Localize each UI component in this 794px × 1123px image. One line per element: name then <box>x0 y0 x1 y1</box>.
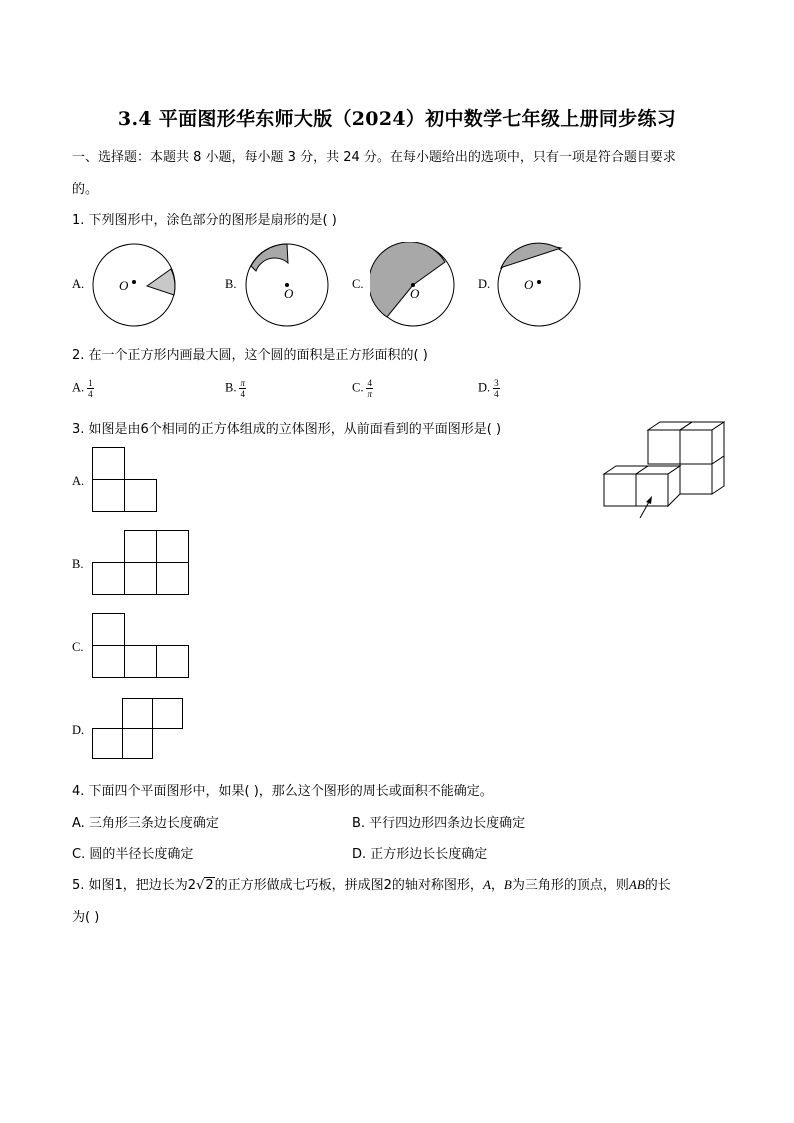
q1-option-c-figure[interactable] <box>370 242 458 330</box>
q5-stem <box>72 874 671 893</box>
q4-option-c[interactable]: C. 圆的半径长度确定 <box>72 847 194 862</box>
section-heading: 一、选择题：本题共 8 小题，每小题 3 分，共 24 分。在每小题给出的选项中，只有一项是符合题目要求 <box>72 150 676 165</box>
q1-option-d-label[interactable]: D. <box>478 277 491 291</box>
q3-option-a-figure[interactable] <box>91 446 161 516</box>
q1-option-d-figure[interactable] <box>496 242 584 330</box>
center-label: O <box>524 277 534 292</box>
q4-option-b[interactable]: B. 平行四边形四条边长度确定 <box>352 816 526 831</box>
q1-option-b-label[interactable]: B. <box>225 277 237 291</box>
q2-option-b[interactable] <box>225 378 246 399</box>
q2-option-b-label: B. <box>225 380 237 395</box>
q2-stem: 2. 在一个正方形内画最大圆，这个圆的面积是正方形面积的( ) <box>72 348 428 363</box>
q3-option-b-label[interactable]: B. <box>72 557 84 571</box>
q2-option-d[interactable] <box>478 378 500 399</box>
q2-option-c[interactable] <box>352 378 373 399</box>
q5-separator: ， <box>490 878 504 893</box>
q2-option-a-label: A. <box>72 380 85 395</box>
center-label: O <box>284 286 294 301</box>
q5-stem-part-d: 的长 <box>644 878 671 893</box>
q1-option-a-label[interactable]: A. <box>72 277 85 291</box>
q5-stem-part-b: 的正方形做成七巧板，拼成图2的轴对称图形， <box>214 878 483 893</box>
center-label: O <box>410 286 420 301</box>
q2-option-a-fraction: $\frac{1}{4}$ <box>88 378 93 399</box>
q2-option-b-fraction: $\frac{\pi}{4}$ <box>240 378 245 399</box>
q2-option-d-label: D. <box>478 380 491 395</box>
q3-option-d-figure[interactable] <box>91 697 189 763</box>
q4-option-a[interactable]: A. 三角形三条边长度确定 <box>72 816 219 831</box>
q2-option-c-fraction: $\frac{4}{\pi}$ <box>367 378 372 399</box>
sqrt-symbol: √ <box>196 878 205 893</box>
center-label: O <box>119 278 129 293</box>
q1-option-a-figure[interactable] <box>88 242 180 330</box>
q3-option-a-label[interactable]: A. <box>72 474 85 488</box>
q1-option-b-figure[interactable] <box>244 242 332 330</box>
section-heading-cont: 的。 <box>72 182 99 197</box>
q4-stem: 4. 下面四个平面图形中，如果( )，那么这个图形的周长或面积不能确定。 <box>72 784 493 799</box>
q3-option-c-figure[interactable] <box>91 612 193 682</box>
q5-stem-part-c: 为三角形的顶点，则 <box>511 878 629 893</box>
q5-var-b: B <box>503 877 512 892</box>
q3-option-b-figure[interactable] <box>91 529 193 599</box>
sqrt-radicand: 2 <box>205 878 214 893</box>
q2-option-a[interactable] <box>72 378 94 399</box>
q5-stem-cont: 为( ) <box>72 910 100 925</box>
q2-option-d-fraction: $\frac{3}{4}$ <box>494 378 499 399</box>
q5-var-a: A <box>482 877 491 892</box>
q3-option-c-label[interactable]: C. <box>72 640 84 654</box>
q1-option-c-label[interactable]: C. <box>352 277 364 291</box>
q3-option-d-label[interactable]: D. <box>72 723 85 737</box>
center-dot <box>537 280 541 284</box>
q3-stem: 3. 如图是由6个相同的正方体组成的立体图形，从前面看到的平面图形是( ) <box>72 422 502 437</box>
q1-stem: 1. 下列图形中，涂色部分的图形是扇形的是( ) <box>72 213 337 228</box>
page-title: 3.4 平面图形华东师大版（2024）初中数学七年级上册同步练习 <box>117 108 677 130</box>
q3-cube-figure <box>600 418 725 520</box>
q5-var-ab: AB <box>628 877 645 892</box>
center-dot <box>132 280 136 284</box>
q4-option-d[interactable]: D. 正方形边长长度确定 <box>352 847 488 862</box>
q5-stem-part-a: 5. 如图1，把边长为2 <box>72 878 197 893</box>
q2-option-c-label: C. <box>352 380 364 395</box>
